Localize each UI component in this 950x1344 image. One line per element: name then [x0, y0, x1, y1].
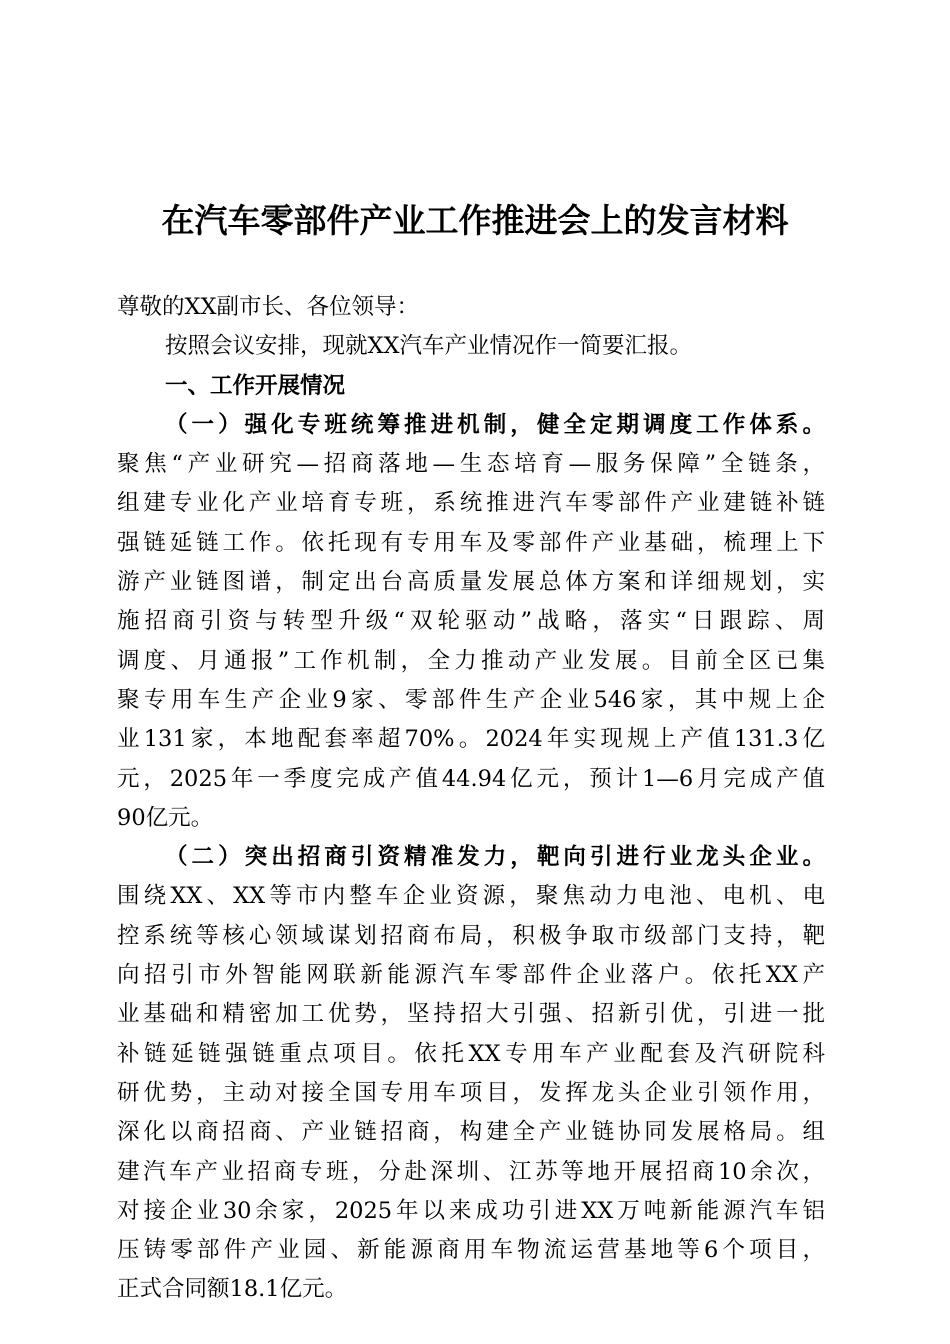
paragraph-lead: （一）强化专班统筹推进机制，健全定期调度工作体系。: [165, 411, 825, 438]
paragraph-line: 业基础和精密加工优势，坚持招大引强、招新引优，引进一批: [117, 1001, 825, 1028]
intro-paragraph: 按照会议安排，现就XX汽车产业情况作一简要汇报。: [165, 333, 693, 360]
paragraph-line: 游产业链图谱，制定出台高质量发展总体方案和详细规划，实: [117, 569, 825, 596]
paragraph-line: 对接企业30余家，2025年以来成功引进XX万吨新能源汽车铝: [117, 1197, 825, 1224]
document-body: [117, 288, 825, 1310]
paragraph-line: 元，2025年一季度完成产值44.94亿元，预计1—6月完成产值: [117, 765, 825, 792]
paragraph-line: 控系统等核心领域谋划招商布局，积极争取市级部门支持，靶: [117, 922, 825, 949]
paragraph-line: 补链延链强链重点项目。依托XX专用车产业配套及汽研院科: [117, 1040, 825, 1067]
paragraph-line: 调度、月通报”工作机制，全力推动产业发展。目前全区已集: [117, 647, 825, 674]
paragraph-line: 建汽车产业招商专班，分赴深圳、江苏等地开展招商10余次，: [117, 1158, 825, 1185]
paragraph-line: 深化以商招商、产业链招商，构建全产业链协同发展格局。组: [117, 1119, 825, 1146]
paragraph-line: 组建专业化产业培育专班，系统推进汽车零部件产业建链补链: [117, 490, 825, 517]
salutation: 尊敬的XX副市长、各位领导：: [117, 294, 420, 320]
paragraph-line: 聚焦“产业研究—招商落地—生态培育—服务保障”全链条，: [117, 451, 825, 478]
paragraph-line: 压铸零部件产业园、新能源商用车物流运营基地等6个项目，: [117, 1237, 825, 1264]
paragraph-lead: （二）突出招商引资精准发力，靶向引进行业龙头企业。: [165, 844, 825, 871]
paragraph-line: 正式合同额18.1亿元。: [117, 1276, 348, 1303]
paragraph-line: 研优势，主动对接全国专用车项目，发挥龙头企业引领作用，: [117, 1079, 825, 1106]
paragraph-line: 围绕XX、XX等市内整车企业资源，聚焦动力电池、电机、电: [117, 883, 825, 910]
paragraph-line: 向招引市外智能网联新能源汽车零部件企业落户。依托XX产: [117, 962, 825, 989]
document-title: 在汽车零部件产业工作推进会上的发言材料: [161, 201, 789, 240]
paragraph-line: 90亿元。: [117, 804, 214, 831]
section-heading: 一、工作开展情况: [165, 372, 346, 399]
paragraph-line: 强链延链工作。依托现有专用车及零部件产业基础，梳理上下: [117, 529, 825, 556]
paragraph-line: 业131家，本地配套率超70%。2024年实现规上产值131.3亿: [117, 726, 825, 753]
paragraph-line: 聚专用车生产企业9家、零部件生产企业546家，其中规上企: [117, 686, 825, 713]
paragraph-line: 施招商引资与转型升级“双轮驱动”战略，落实“日跟踪、周: [117, 608, 825, 635]
